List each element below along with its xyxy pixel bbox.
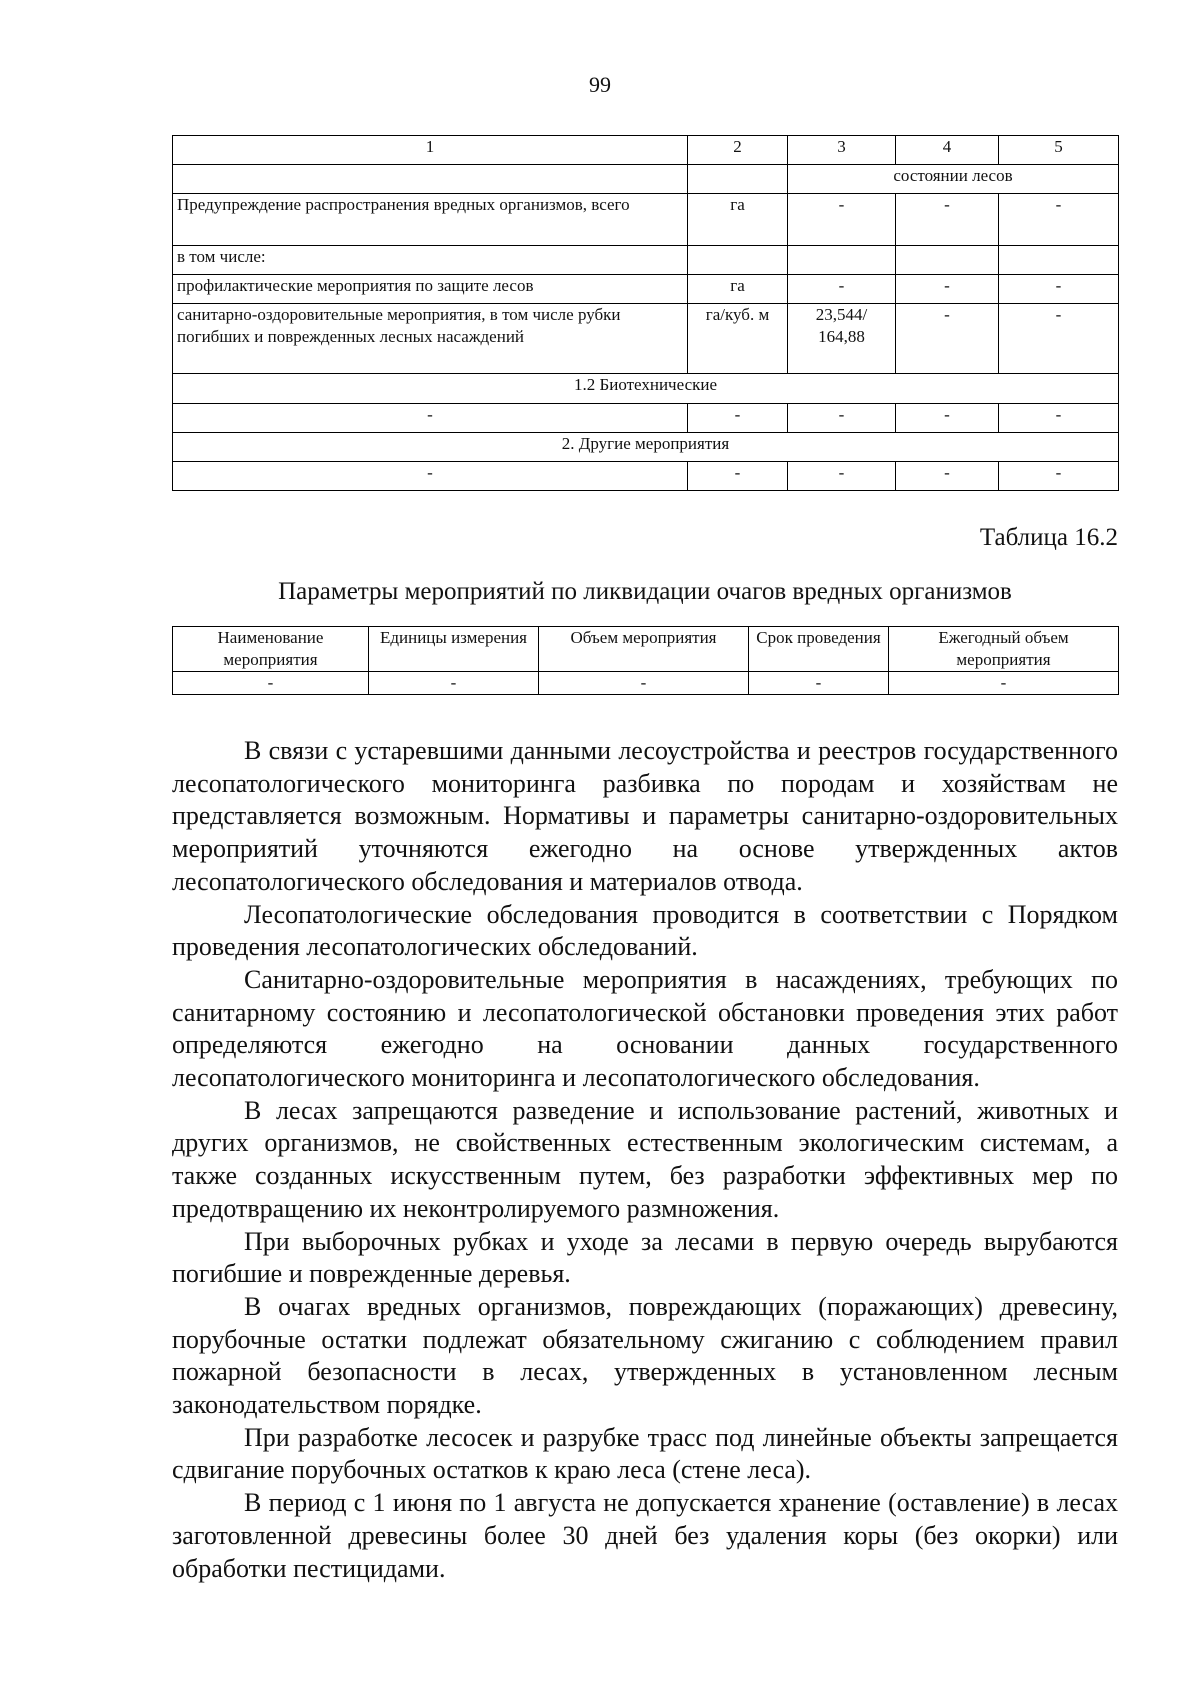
table-cell: га/куб. м xyxy=(688,304,788,374)
paragraph: Санитарно-оздоровительные мероприятия в насаждениях, требующих по санитарному состоянию и лесопатологической обстановки проведения этих работ определяются ежегодно на основании данных государственного лесопатологического мониторинга и лесопатологического обследования. xyxy=(172,964,1118,1093)
table-row xyxy=(173,165,1119,194)
table-cell: состоянии лесов xyxy=(788,165,1119,194)
table-cell: - xyxy=(173,462,688,491)
paragraph: В период с 1 июня по 1 августа не допускается хранение (оставление) в лесах заготовленной древесины более 30 дней без удаления коры (без окорки) или обработки пестицидами. xyxy=(172,1488,1118,1583)
col-header: Срок проведения xyxy=(749,627,889,672)
table-cell xyxy=(999,246,1119,275)
table-header-row xyxy=(173,136,1119,165)
table-row xyxy=(173,246,1119,275)
forest-protection-table xyxy=(172,135,1119,491)
table-cell xyxy=(688,165,788,194)
table-row xyxy=(173,672,1119,695)
table-cell: в том числе: xyxy=(173,246,688,275)
table-cell xyxy=(173,165,688,194)
table-row xyxy=(173,194,1119,246)
col-header: Наименование мероприятия xyxy=(173,627,369,672)
table-row xyxy=(173,275,1119,304)
table-cell: - xyxy=(999,404,1119,433)
col-header: 4 xyxy=(896,136,999,165)
section-heading-biotechnical: 1.2 Биотехнические xyxy=(173,374,1119,404)
table-cell: - xyxy=(999,275,1119,304)
paragraph: В очагах вредных организмов, повреждающих (поражающих) древесину, порубочные остатки подлежат обязательному сжиганию с соблюдением правил пожарной безопасности в лесах, утвержденных в установленном лесным законодательством порядке. xyxy=(172,1291,1118,1420)
table-cell: санитарно-оздоровительные мероприятия, в том числе рубки погибших и поврежденных лесных насаждений xyxy=(173,304,688,374)
paragraph: В связи с устаревшими данными лесоустройства и реестров государственного лесопатологического мониторинга разбивка по породам и хозяйствам не представляется возможным. Нормативы и параметры санитарно-оздоровительных мероприятий уточняются ежегодно на основе утвержденных актов лесопатологического обследования и материалов отвода. xyxy=(172,736,1118,896)
table-cell: - xyxy=(896,275,999,304)
col-header: 1 xyxy=(173,136,688,165)
table-cell: га xyxy=(688,194,788,246)
table-caption: Таблица 16.2 xyxy=(979,524,1118,551)
paragraph: При разработке лесосек и разрубке трасс под линейные объекты запрещается сдвигание порубочных остатков к краю леса (стене леса). xyxy=(172,1422,1118,1485)
table-cell xyxy=(788,246,896,275)
table-section-row xyxy=(173,433,1119,462)
table-cell: Предупреждение распространения вредных организмов, всего xyxy=(173,194,688,246)
table-cell: - xyxy=(896,304,999,374)
table-cell: - xyxy=(788,194,896,246)
table-cell: - xyxy=(173,672,369,695)
table-row xyxy=(173,404,1119,433)
table-cell: - xyxy=(896,194,999,246)
table-cell: - xyxy=(788,404,896,433)
table-cell: - xyxy=(788,275,896,304)
table-cell: га xyxy=(688,275,788,304)
table-cell: - xyxy=(896,462,999,491)
table-title: Параметры мероприятий по ликвидации очагов вредных организмов xyxy=(278,578,1012,605)
section-heading-other: 2. Другие мероприятия xyxy=(173,433,1119,462)
table-cell: - xyxy=(539,672,749,695)
table-cell: профилактические мероприятия по защите лесов xyxy=(173,275,688,304)
table-cell: - xyxy=(369,672,539,695)
table-cell: - xyxy=(896,404,999,433)
table-header-row xyxy=(173,627,1119,672)
table-row xyxy=(173,304,1119,374)
table-cell: - xyxy=(999,194,1119,246)
table-cell xyxy=(688,246,788,275)
col-header: 2 xyxy=(688,136,788,165)
col-header: Ежегодный объем мероприятия xyxy=(889,627,1119,672)
table-cell: - xyxy=(688,404,788,433)
paragraph: При выборочных рубках и уходе за лесами в первую очередь вырубаются погибшие и поврежденные деревья. xyxy=(172,1226,1118,1289)
col-header: Объем мероприятия xyxy=(539,627,749,672)
paragraph: Лесопатологические обследования проводится в соответствии с Порядком проведения лесопатологических обследований. xyxy=(172,899,1118,962)
body-text xyxy=(172,735,1118,1585)
table-cell: - xyxy=(999,462,1119,491)
table-cell: - xyxy=(999,304,1119,374)
table-cell: - xyxy=(889,672,1119,695)
table-cell: - xyxy=(749,672,889,695)
table-cell: - xyxy=(173,404,688,433)
table-row xyxy=(173,462,1119,491)
pest-measures-table xyxy=(172,626,1119,695)
table-section-row xyxy=(173,374,1119,404)
table-cell xyxy=(896,246,999,275)
col-header: Единицы измерения xyxy=(369,627,539,672)
page-number: 99 xyxy=(589,72,611,97)
paragraph: В лесах запрещаются разведение и использование растений, животных и других организмов, не свойственных естественным экологическим системам, а также созданных искусственным путем, без разработки эффективных мер по предотвращению их неконтролируемого размножения. xyxy=(172,1095,1118,1223)
table-cell: - xyxy=(688,462,788,491)
table-cell: 23,544/ 164,88 xyxy=(788,304,896,374)
col-header: 5 xyxy=(999,136,1119,165)
col-header: 3 xyxy=(788,136,896,165)
table-cell: - xyxy=(788,462,896,491)
